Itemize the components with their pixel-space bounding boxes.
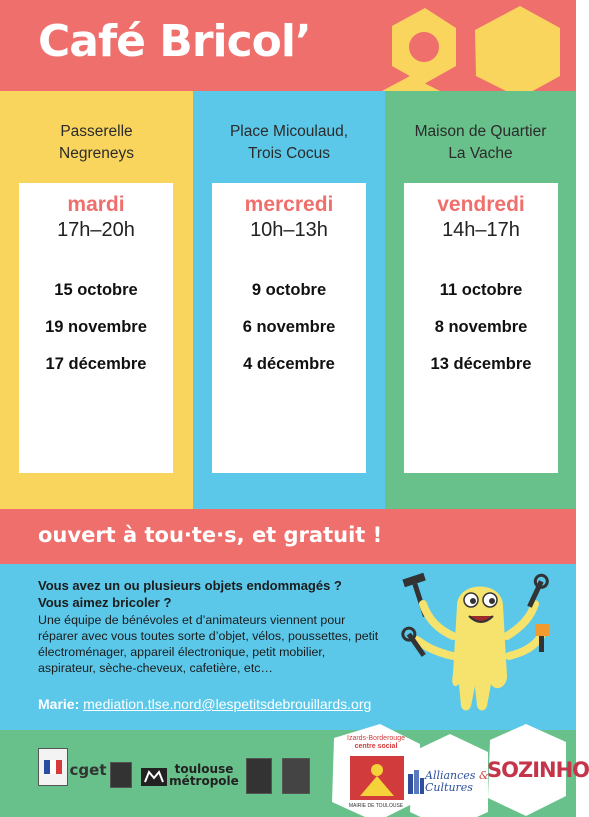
- date-list: [19, 279, 173, 390]
- date-item: 9 octobre: [251, 281, 327, 299]
- date-item: 17 décembre: [45, 355, 147, 373]
- contact-label: Marie:: [38, 696, 80, 712]
- page-title: Café Bricol’: [38, 16, 311, 67]
- hours-label: 17h–20h: [57, 219, 135, 241]
- date-list: [404, 279, 558, 390]
- rf-logo: [38, 748, 68, 786]
- alliances-cultures-logo: Alliances & Cultures: [425, 769, 489, 794]
- partner-logo-square: [282, 758, 310, 794]
- location-name: Maison de Quartier La Vache: [414, 123, 547, 162]
- hours-label: 14h–17h: [442, 219, 520, 241]
- day-label: vendredi: [437, 193, 525, 216]
- sozinho-logo: SOZINHO: [487, 758, 589, 782]
- schedule-card: [19, 183, 173, 473]
- schedule-column-la-vache: [385, 91, 576, 509]
- hours-label: 10h–13h: [250, 219, 328, 241]
- partner-logo-square: [246, 758, 272, 794]
- date-item: 15 octobre: [54, 281, 138, 299]
- date-item: 19 novembre: [45, 318, 147, 336]
- free-entry-banner: [0, 509, 576, 564]
- date-item: 13 décembre: [430, 355, 532, 373]
- mairie-logo: [140, 762, 168, 792]
- date-item: 4 décembre: [243, 355, 335, 373]
- schedule-card: [404, 183, 558, 473]
- centre-social-logo: [350, 756, 404, 800]
- cget-logo: cget: [69, 760, 107, 779]
- date-item: 6 novembre: [242, 318, 336, 336]
- date-item: 8 novembre: [434, 318, 528, 336]
- date-item: 11 octobre: [439, 281, 523, 299]
- schedule-column-negreneys: [0, 91, 193, 509]
- day-label: mardi: [67, 193, 125, 216]
- centre-social-logo-text: Izards-Borderouge centre social: [347, 735, 405, 750]
- question-text: Vous aimez bricoler ?: [38, 595, 172, 610]
- location-name: Passerelle Negreneys: [59, 123, 134, 162]
- repair-monster-illustration: [395, 566, 565, 716]
- toulouse-metropole-logo: toulouse métropole: [169, 762, 239, 788]
- schedule-column-micoulaud: [193, 91, 385, 509]
- description-text: Une équipe de bénévoles et d’animateurs viennent pour réparer avec vous toutes sorte d’objet, vélos, poussettes, petit électroménager, appareil électronique, petit mobilier, aspirateur, sèche-cheveux, cafetière, etc…: [38, 613, 379, 675]
- centre-social-logo-subtitle: MAIRIE DE TOULOUSE: [348, 803, 404, 809]
- date-list: [212, 279, 366, 390]
- alliances-cultures-icon: [408, 770, 424, 794]
- schedule-card: [212, 183, 366, 473]
- contact-email-link[interactable]: mediation.tlse.nord@lespetitsdebrouillards.org: [83, 696, 372, 712]
- question-text: Vous avez un ou plusieurs objets endommagés ?: [38, 578, 342, 593]
- partner-logo-square: [110, 762, 132, 788]
- contact-line: [38, 696, 371, 712]
- header-banner: [0, 0, 576, 91]
- location-name: Place Micoulaud, Trois Cocus: [229, 123, 349, 162]
- banner-text: ouvert à tou·te·s, et gratuit !: [38, 523, 383, 547]
- day-label: mercredi: [244, 193, 334, 216]
